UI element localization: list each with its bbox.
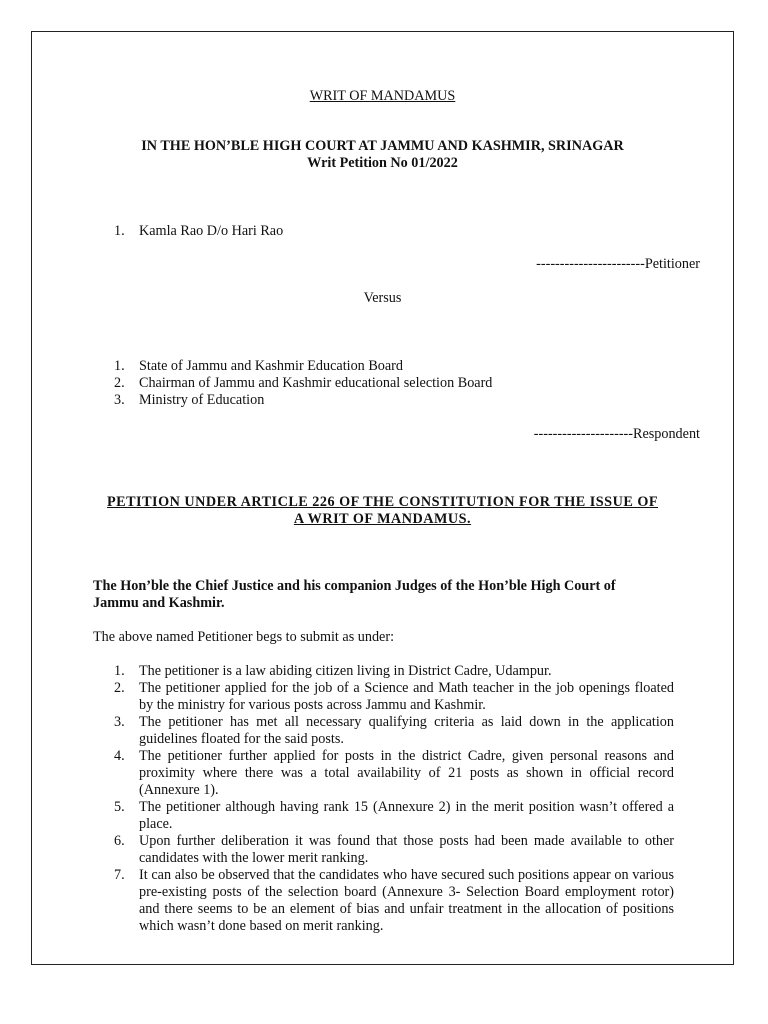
list-number: 2. (114, 375, 125, 391)
point-text: The petitioner applied for the job of a Science and Math teacher in the job openings floated by the ministry for various posts across Jammu and Kashmir. (139, 680, 674, 713)
intro-text: The above named Petitioner begs to submit as under: (93, 629, 395, 645)
respondent-label: ---------------------Respondent (533, 426, 700, 442)
list-number: 3. (114, 714, 125, 730)
petition-heading-line2: A WRIT OF MANDAMUS. (293, 511, 472, 527)
document-title: WRIT OF MANDAMUS (309, 88, 456, 104)
list-number: 1. (114, 358, 125, 374)
respondent-name: Chairman of Jammu and Kashmir educational selection Board (139, 375, 493, 391)
list-number: 3. (114, 392, 125, 408)
petition-heading-line1: PETITION UNDER ARTICLE 226 OF THE CONSTITUTION FOR THE ISSUE OF (106, 494, 659, 510)
list-item (114, 799, 674, 833)
petitioner-name: Kamla Rao D/o Hari Rao (139, 223, 284, 239)
court-name: IN THE HON’BLE HIGH COURT AT JAMMU AND KASHMIR, SRINAGAR (141, 138, 624, 154)
list-number: 4. (114, 748, 125, 764)
point-text: The petitioner although having rank 15 (Annexure 2) in the merit position wasn’t offered a place. (139, 799, 674, 832)
list-item (114, 358, 674, 375)
address-line2: Jammu and Kashmir. (93, 595, 225, 611)
petitioner-label: -----------------------Petitioner (536, 256, 700, 272)
list-number: 1. (114, 663, 125, 679)
list-item (114, 375, 674, 392)
respondent-list (114, 358, 674, 409)
petitioner-list (114, 223, 674, 240)
list-number: 5. (114, 799, 125, 815)
versus-label: Versus (363, 290, 402, 306)
point-text: The petitioner has met all necessary qualifying criteria as laid down in the application guidelines floated for the said posts. (139, 714, 674, 747)
list-item (114, 680, 674, 714)
list-item (114, 663, 674, 680)
point-text: It can also be observed that the candidates who have secured such positions appear on various pre-existing posts of the selection board (Annexure 3- Selection Board employment rotor) and there seems to be an element of bias and unfair treatment in the allocation of positions which wasn’t done based on merit ranking. (139, 867, 674, 934)
list-item (114, 714, 674, 748)
point-text: The petitioner further applied for posts in the district Cadre, given personal reasons and proximity where there was a total availability of 21 posts as shown in official record (Annexure 1). (139, 748, 674, 798)
point-text: Upon further deliberation it was found that those posts had been made available to other candidates with the lower merit ranking. (139, 833, 674, 866)
list-item (114, 392, 674, 409)
list-item (114, 833, 674, 867)
respondent-name: Ministry of Education (139, 392, 265, 408)
list-item (114, 223, 674, 240)
address-line1: The Hon’ble the Chief Justice and his companion Judges of the Hon’ble High Court of (93, 578, 616, 594)
point-text: The petitioner is a law abiding citizen living in District Cadre, Udampur. (139, 663, 552, 679)
list-number: 7. (114, 867, 125, 883)
list-item (114, 867, 674, 935)
list-number: 1. (114, 223, 125, 239)
list-number: 6. (114, 833, 125, 849)
list-number: 2. (114, 680, 125, 696)
respondent-name: State of Jammu and Kashmir Education Board (139, 358, 403, 374)
submission-points (114, 663, 674, 935)
petition-number: Writ Petition No 01/2022 (307, 155, 458, 171)
list-item (114, 748, 674, 799)
